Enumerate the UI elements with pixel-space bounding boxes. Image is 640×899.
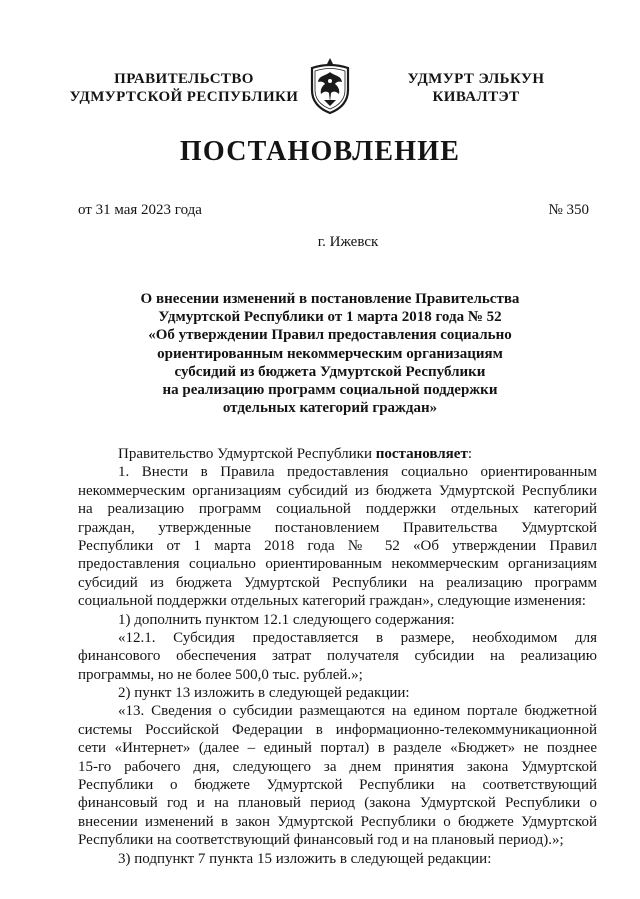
subject-line: О внесении изменений в постановление Правительства [140,291,520,307]
issuer-line-2: УДМУРТСКОЙ РЕСПУБЛИКИ [69,89,299,105]
body-line: системы Российской Федерации в информационно-телекоммуникационной [78,721,597,738]
body-line: финансового обеспечения затрат получателя субсидии на реализацию [78,648,597,665]
body-line: программы, но не более 500,0 тыс. рублей.»; [78,666,363,683]
body-line: граждан, утвержденные постановлением Правительства Удмуртской [78,519,597,536]
body-line: сети «Интернет» (далее – единый портал) в разделе «Бюджет» не позднее [78,740,597,757]
body-line: внесении изменений в закон Удмуртской Республики о бюджете Удмуртской [78,813,597,830]
subject-line: на реализацию программ социальной поддержки [162,382,498,399]
body-line: «13. Сведения о субсидии размещаются на едином портале бюджетной [118,703,597,720]
body-line: 1. Внести в Правила предоставления социально ориентированным [118,464,597,481]
document-number: № 350 [548,202,589,218]
document-type-title: ПОСТАНОВЛЕНИЕ [179,136,461,167]
body-line: финансовый год и на плановый период (закона Удмуртской Республики о [78,795,597,812]
issuer-name-russian [64,70,304,106]
body-line: Республики о бюджете Удмуртской Республики на соответствующий [78,777,597,794]
body-line: Республики от 1 марта 2018 года № 52 «Об утверждении Правил [78,537,597,554]
issuer-line-1: ПРАВИТЕЛЬСТВО [114,71,254,87]
subject-line: ориентированным некоммерческим организациям [157,345,503,362]
document-body [78,445,597,868]
body-line: предоставления социально ориентированным некоммерческим организациям [78,556,597,573]
udmurt-coat-of-arms-icon [306,56,354,116]
document-city: г. Ижевск [317,234,379,250]
body-line: 15-го рабочего дня, следующего за днем принятия закона Удмуртской [78,758,597,775]
issuer-name-udmurt [376,70,576,106]
document-date: от 31 мая 2023 года [78,202,202,218]
body-line: социальной поддержки отдельных категорий граждан», следующие изменения: [78,593,586,610]
subject-line: Удмуртской Республики от 1 марта 2018 года № 52 [158,309,502,326]
intro-decision-word: постановляет [375,446,468,462]
subject-line: «Об утверждении Правил предоставления социально [148,327,512,344]
body-line: 3) подпункт 7 пункта 15 изложить в следующей редакции: [118,850,492,867]
body-line: «12.1. Субсидия предоставляется в размере, необходимом для [118,629,597,646]
subject-line: субсидий из бюджета Удмуртской Республики [174,363,486,380]
body-line: на реализацию программ социальной поддержки отдельных категорий [78,501,597,518]
issuer-udmurt-line-2: КИВАЛТЭТ [432,89,520,105]
body-line: некоммерческим организациям субсидий из бюджета Удмуртской Республики [78,482,597,499]
intro-text: Правительство Удмуртской Республики [118,446,376,462]
body-lines [78,463,597,868]
body-intro [78,445,597,463]
subject-line: отдельных категорий граждан» [222,400,438,417]
body-line: субсидий из бюджета Удмуртской Республики на реализацию программ [78,574,597,591]
issuer-udmurt-line-1: УДМУРТ ЭЛЬКУН [407,71,545,87]
document-subject [120,290,540,417]
body-line: 2) пункт 13 изложить в следующей редакции: [118,685,410,702]
intro-colon: : [467,446,472,462]
body-line: 1) дополнить пунктом 12.1 следующего содержания: [118,611,455,628]
body-line: Республики на соответствующий финансовый год и на плановый период).»; [78,832,564,849]
